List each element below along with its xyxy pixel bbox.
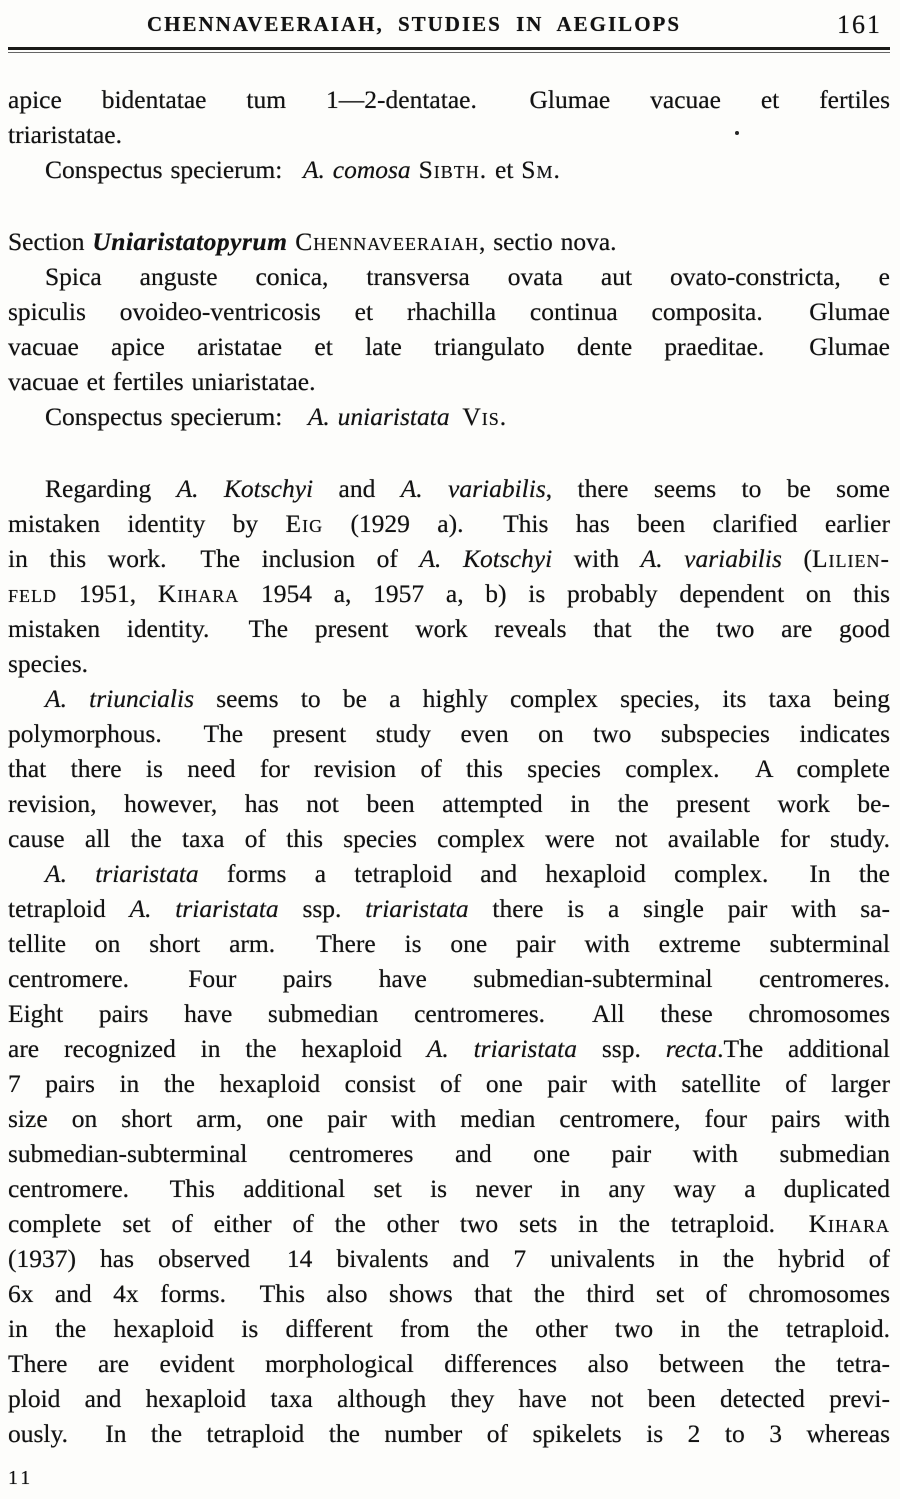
text-segment: 1951, [57, 579, 158, 608]
text-segment: , sectio nova. [478, 227, 617, 256]
text-segment: A. Kotschyi [419, 544, 553, 573]
text-segment: Lilien- [811, 544, 890, 573]
running-title: CHENNAVEERAIAH, STUDIES IN AEGILOPS [146, 12, 682, 36]
text-segment [411, 155, 419, 184]
page-body [8, 82, 890, 1451]
text-segment: .The additional [717, 1034, 890, 1063]
text-segment: A. triaristata [426, 1034, 578, 1063]
text-segment: seems to be a highly complex species, its taxa being [194, 684, 890, 713]
text-segment: Regarding [45, 474, 177, 503]
text-line [8, 646, 890, 681]
text-segment: There are evident morphological differences also between the tetra- [8, 1349, 890, 1378]
text-segment: ssp. [278, 894, 366, 923]
text-line [8, 1066, 890, 1101]
text-segment: Kihara [808, 1209, 890, 1238]
text-line [8, 224, 890, 259]
text-line [8, 152, 890, 187]
text-line [8, 1241, 890, 1276]
text-line [8, 259, 890, 294]
text-segment: Spica anguste conica, transversa ovata aut ovato-constricta, e [45, 262, 890, 291]
text-segment: A. Kotschyi [176, 474, 314, 503]
text-segment: et [487, 155, 522, 184]
para-conspectus-uniaristata [8, 399, 890, 434]
text-line [8, 961, 890, 996]
text-line [8, 471, 890, 506]
text-line [8, 1311, 890, 1346]
text-line [8, 1171, 890, 1206]
text-line [8, 541, 890, 576]
text-segment: ( [781, 544, 812, 573]
text-line [8, 506, 890, 541]
text-line [8, 1101, 890, 1136]
text-segment: 7 pairs in the hexaploid consist of one pair with satellite of larger [8, 1069, 890, 1098]
text-line [8, 1416, 890, 1451]
text-segment: tetraploid [8, 894, 130, 923]
text-segment: apice bidentatae tum 1—2-dentatae. Glumae vacuae et fertiles [8, 85, 890, 114]
text-segment: feld [8, 579, 57, 608]
text-segment: ploid and hexaploid taxa although they have not been detected previ- [8, 1384, 890, 1413]
text-segment: Chennaveeraiah [295, 227, 479, 256]
page-number: 161 [837, 10, 882, 39]
text-segment: A. triaristata [129, 894, 279, 923]
text-line [8, 329, 890, 364]
text-segment: Conspectus specierum: [45, 155, 303, 184]
text-segment: forms a tetraploid and hexaploid complex. In the [198, 859, 890, 888]
text-line [8, 364, 890, 399]
text-segment: tellite on short arm. There is one pair with extreme subterminal [8, 929, 890, 958]
text-segment: centromere. Four pairs have submedian-subterminal centromeres. [8, 964, 890, 993]
text-segment: (1929 a). This has been clarified earlier [323, 509, 890, 538]
text-segment: Vis. [462, 402, 508, 431]
text-segment: A. triuncialis [45, 684, 195, 713]
text-segment: Eig [285, 509, 324, 538]
text-segment: submedian-subterminal centromeres and one pair with submedian [8, 1139, 890, 1168]
text-segment: are recognized in the hexaploid [8, 1034, 427, 1063]
ink-speck [735, 131, 739, 135]
text-line [8, 611, 890, 646]
text-line [8, 1346, 890, 1381]
text-segment: in the hexaploid is different from the other two in the tetraploid. [8, 1314, 890, 1343]
text-segment: 6x and 4x forms. This also shows that the third set of chromosomes [8, 1279, 890, 1308]
para-triuncialis [8, 681, 890, 856]
text-segment: vacuae et fertiles uniaristatae. [8, 367, 316, 396]
page-header [8, 12, 890, 40]
text-segment: A. variabilis [400, 474, 546, 503]
text-segment: that there is need for revision of this species complex. A complete [8, 754, 890, 783]
text-segment: ssp. [577, 1034, 666, 1063]
text-segment: triaristatae. [8, 120, 122, 149]
text-line [8, 891, 890, 926]
text-segment: Uniaristatopyrum [92, 227, 288, 256]
text-line [8, 576, 890, 611]
text-segment: A. variabilis [640, 544, 782, 573]
text-line [8, 117, 890, 152]
text-segment: Conspectus specierum: [45, 402, 308, 431]
text-segment: Eight pairs have submedian centromeres. All these chromosomes [8, 999, 890, 1028]
text-segment: (1937) has observed 14 bivalents and 7 univalents in the hybrid of [8, 1244, 890, 1273]
signature-mark: 11 [8, 1467, 34, 1489]
text-segment: spiculis ovoideo-ventricosis et rhachilla continua composita. Glumae [8, 297, 890, 326]
text-segment: vacuae apice aristatae et late triangulato dente praeditae. Glumae [8, 332, 890, 361]
text-segment: there is a single pair with sa- [468, 894, 890, 923]
text-line [8, 399, 890, 434]
para-continuation [8, 82, 890, 152]
text-segment: species. [8, 649, 89, 678]
text-segment: A. comosa [302, 155, 411, 184]
text-line [8, 821, 890, 856]
text-segment: size on short arm, one pair with median centromere, four pairs with [8, 1104, 890, 1133]
text-line [8, 294, 890, 329]
text-line [8, 82, 890, 117]
text-segment: Kihara [157, 579, 240, 608]
text-line [8, 996, 890, 1031]
text-line [8, 786, 890, 821]
text-line [8, 1381, 890, 1416]
text-segment: A. triaristata [45, 859, 199, 888]
text-segment: cause all the taxa of this species complex were not available for study. [8, 824, 890, 853]
text-segment: Sibth. [418, 155, 488, 184]
text-segment: , there seems to be some [545, 474, 890, 503]
text-line [8, 856, 890, 891]
para-latin-diagnosis [8, 259, 890, 399]
text-segment: Section [8, 227, 93, 256]
text-segment: recta [665, 1034, 718, 1063]
text-segment: with [552, 544, 641, 573]
text-segment: mistaken identity by [8, 509, 286, 538]
header-rule [8, 47, 890, 53]
text-line [8, 1136, 890, 1171]
text-segment: 1954 a, 1957 a, b) is probably dependent on this [239, 579, 890, 608]
text-segment: complete set of either of the other two sets in the tetraploid. [8, 1209, 809, 1238]
text-line [8, 1276, 890, 1311]
text-segment: centromere. This additional set is never in any way a duplicated [8, 1174, 890, 1203]
text-line [8, 926, 890, 961]
text-segment: revision, however, has not been attempted in the present work be- [8, 789, 890, 818]
text-segment [450, 402, 463, 431]
text-line [8, 1206, 890, 1241]
para-conspectus-comosa [8, 152, 890, 187]
text-line [8, 681, 890, 716]
text-segment: polymorphous. The present study even on two subspecies indicates [8, 719, 890, 748]
text-segment: triaristata [365, 894, 469, 923]
text-segment: mistaken identity. The present work reveals that the two are good [8, 614, 890, 643]
text-segment: A. uniaristata [307, 402, 450, 431]
text-segment: ously. In the tetraploid the number of spikelets is 2 to 3 whereas [8, 1419, 890, 1448]
para-section-heading [8, 224, 890, 259]
text-segment: in this work. The inclusion of [8, 544, 420, 573]
text-segment: Sm. [521, 155, 561, 184]
text-line [8, 716, 890, 751]
text-segment: and [313, 474, 401, 503]
text-line [8, 751, 890, 786]
para-triaristata [8, 856, 890, 1451]
text-line [8, 1031, 890, 1066]
para-kotschyi-variabilis [8, 471, 890, 681]
